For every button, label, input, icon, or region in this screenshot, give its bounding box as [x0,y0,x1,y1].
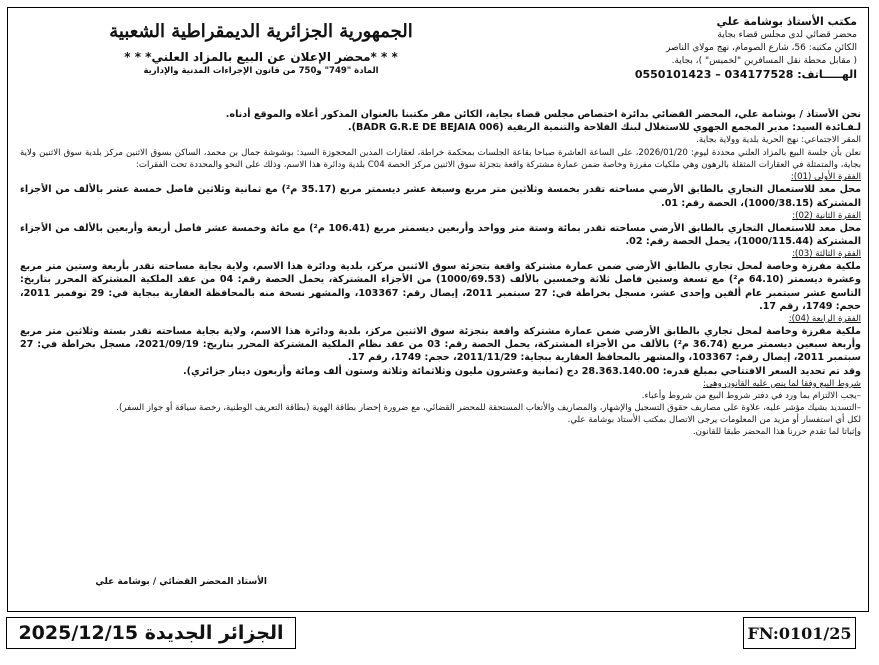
condition-2: –التسديد بشيك مؤشر عليه، علاوة على مصاريف حقوق التسجيل والإشهار، والمصاريف والأتعاب المستحقة للمحضر القضائي، مع ضرورة إحضار بطاقة الهوية (بطاقة التعريف الوطنية، رخصة سياقة أو جواز السفر). [116,402,861,413]
document-title: * * *محضر الإعلان عن البيع بالمزاد العلني* * * [124,50,398,64]
opening-price: وقد تم تحديد السعر الافتتاحي بمبلغ قدره: 28.363.140.00 دج (ثمانية وعشرون مليون وثلاثمائة وثلاثة وستون ألف ومائة وأربعون دينار جزائري). [183,365,861,377]
file-number-box: FN:0101/25 [743,617,856,649]
office-address-2: ( مقابل محطة نقل المسافرين "لخميس" )، بجاية. [671,56,857,66]
inquiry-line: لكل أي استفسار أو مزيد من المعلومات يرجى الاتصال بمكتب الأستاذ بوشامة علي. [567,414,861,425]
notice-body [20,108,861,438]
closing-line: وإثباتا لما تقدم حررنا هذا المحضر طبقا للقانون. [692,426,861,437]
lot-4-description: ملكية مفرزة وخاصة لمحل تجاري بالطابق الأرضي ضمن عمارة مشتركة واقعة بتجزئة سوق الاثنين مركز، بلدية ودائرة هذا الاسم، ولاية بجاية مساحته تقدر بستة وثلاثين متر مربع وأربعة سبعين ديسمتر مربع (36.74 م²) بالألف من الأجزاء المشتركة، يحمل الحصة رقم: 03 من عقد نظام الملكية المشتركة المحرر بتاريخ: 2021/09/19، مسجل بخراطة في: 27 سبتمبر 2011، إيصال رقم: 103367، والمشهر بالمحافظ العقارية ببجاية: 2011/11/29، حجم: 1749، رقم 17. [20,326,862,364]
intro-paragraph: نحن الأستاذ / بوشامة علي، المحضر القضائي بدائرة اختصاص مجلس قضاء بجاية، الكائن مقر مكتبنا بالعنوان المذكور أعلاه والموقع أدناه. [225,109,861,120]
lot-1-description: محل معد للاستعمال التجاري بالطابق الأرضي مساحته تقدر بخمسة وثلاثين متر مربع وسبعة عشر ديسمتر مربع (35.17 م²) مع ثمانية وثلاثين فاصل خمسة عشر بالألف من الأجزاء المشتركة (1000/38.15)، الحصة رقم: 01. [20,184,861,209]
lot-3-description: ملكية مفرزة وخاصة لمحل تجاري بالطابق الأرضي ضمن عمارة مشتركة واقعة بتجزئة سوق الاثنين مركز، بلدية ودائرة هذا الاسم، ولاية بجاية مساحته تقدر بأربعة وستين متر مربع وعشرة ديسمتر (64.10 م²) مع تسعة وستين فاصل ثلاثة وخمسين بالألف (1000/69.53) من الأجزاء المشتركة، يحمل الحصة رقم: 04 من عقد الملكية المشتركة المحرر بتاريخ: التاسع عشر سبتمبر عام ألفين وإحدى عشر، مسجل بخراطة في: 27 سبتمبر 2011، إيصال رقم: 103367، والمشهر نسخة منه بالمحافظة العقارية ببجاية في: 29 نوفمبر 2011، حجم: 1749، رقم 17. [20,261,862,312]
legal-articles: المادة "749" و750 من قانون الإجراءات المدنية والإدارية [143,66,379,76]
lot-2-description: محل معد للاستعمال التجاري بالطابق الأرضي مساحته تقدر بمائة وستة متر وواحد وأربعين ديسمتر مربع (106.41 م²) مع مائة وخمسة عشر فاصل أربعة وأربعين بالألف من الأجزاء المشتركة (1000/115.44)، يحمل الحصة رقم: 02. [20,222,861,248]
newspaper-date-box: الجزائر الجديدة 2025/12/15 [6,617,296,649]
lot-4-label: الفقرة الرابعة (04): [788,314,861,325]
beneficiary-line: لـفـائدة السيد: مدير المجمع الجهوي للاستغلال لبنك الفلاحة والتنمية الريفية (BADR G.R.E DE BEJAIA 006). [348,122,861,134]
office-role: محضر قضائي لدى مجلس قضاء بجاية [717,30,857,40]
office-phone: الهـــــاتف: 034177528 – 0550101423 [634,68,857,81]
condition-1: –يجب الالتزام بما ورد في دفتر شروط البيع من شروط وأعباء. [641,390,861,401]
republic-heading: الجمهورية الجزائرية الديمقراطية الشعبية [109,21,413,42]
office-header [497,14,857,81]
lot-2-label: الفقرة الثانية (02): [792,210,861,221]
lot-3-label: الفقرة الثالثة (03): [792,249,861,260]
office-name: مكتب الأستاذ بوشامة علي [716,15,857,28]
notice-title-block [56,20,466,76]
signature: الأستاذ المحضر القضائي / بوشامة علي [95,577,267,587]
sale-announcement: نعلن بأن جلسة البيع بالمزاد العلني محددة ليوم: 2026/01/20، على الساعة العاشرة صباحا بقاعة الجلسات بمحكمة خراطة، لعقارات المدين المحجوزة السيد: بوشوشة جمال بن محمد، الساكن بسوق الاثنين مركز بلدية سوق الاثنين ولاية بجاية، والمتمثلة في العقارات المثقلة بالرهون وهي ملكيات مفرزة وخاصة ضمن عمارة مشتركة واقعة بتجزئة سوق الاثنين مركز الحصة C04 بلدية ودائرة هذا الاسم، وذلك على النحو والمحددة تحت الفقرات: [20,148,861,171]
office-address-1: الكائن مكتبه: 56، شارع الصومام، نهج مولاي الناصر [666,43,857,53]
lot-1-label: الفقرة الأولى (01): [790,172,861,183]
headquarters-line: المقر الاجتماعي: نهج الحرية بلدية وولاية بجاية. [696,135,861,146]
conditions-heading: شروط البيع وفقا لما ينص عليه القانون وهي: [703,378,861,389]
